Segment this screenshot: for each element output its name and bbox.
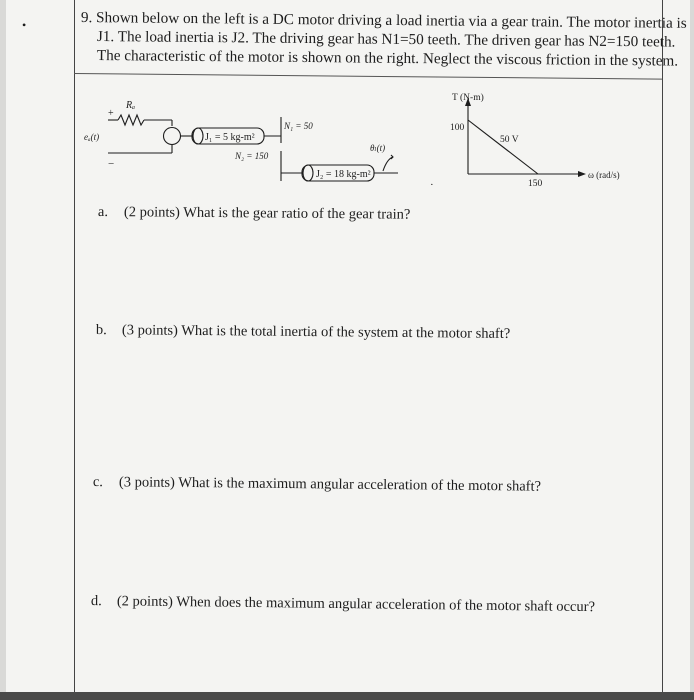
n1-label: N₁ = 50 (284, 121, 313, 131)
j1-label: J₁ = 5 kg-m² (205, 132, 255, 143)
question-b-label: b. (95, 322, 107, 339)
chart-line-label: 50 V (500, 135, 519, 145)
problem-line-2: J1. The load inertia is J2. The driving gear has N1=50 teeth. The driven gear has N2=150 teeth. (96, 28, 676, 51)
theta-label: θₗ(t) (370, 143, 386, 153)
question-d-label: d. (90, 593, 102, 610)
problem-line-1: 9. Shown below on the left is a DC motor driving a load inertia via a gear train. The motor inertia is (80, 9, 687, 32)
question-d-text: (2 points) When does the maximum angular acceleration of the motor shaft occur? (116, 593, 596, 616)
right-margin-line (662, 0, 663, 700)
chart-x-intercept: 150 (528, 179, 543, 189)
j2-label: J₂ = 18 kg-m² (316, 169, 371, 180)
motor-characteristic-chart (430, 90, 650, 195)
voltage-label: eₐ(t) (84, 132, 100, 142)
minus-sign: − (108, 158, 115, 170)
torque-speed-line (468, 120, 538, 174)
dot-mark: · (430, 179, 434, 191)
bottom-edge (0, 692, 694, 700)
question-b-text: (3 points) What is the total inertia of the system at the motor shaft? (121, 322, 511, 342)
question-c-text: (3 points) What is the maximum angular acceleration of the motor shaft? (118, 474, 542, 495)
chart-y-intercept: 100 (450, 123, 465, 133)
question-a (98, 204, 411, 224)
x-axis-arrow (578, 171, 586, 177)
n2-label: N₂ = 150 (235, 151, 269, 161)
motor-gear-diagram (80, 95, 420, 200)
question-c-label: c. (92, 474, 104, 491)
chart-ylabel: T (N-m) (452, 93, 484, 103)
resistor-label: Rₐ (126, 100, 136, 111)
problem-line-3: The characteristic of the motor is shown on the right. Neglect the viscous friction in the system. (96, 47, 679, 70)
bullet-mark: • (22, 18, 27, 32)
question-a-text: (2 points) What is the gear ratio of the gear train? (123, 204, 411, 223)
left-margin-line (74, 0, 75, 700)
plus-sign: + (108, 108, 114, 119)
question-a-label: a. (97, 204, 109, 221)
chart-xlabel: ω (rad/s) (588, 170, 620, 180)
